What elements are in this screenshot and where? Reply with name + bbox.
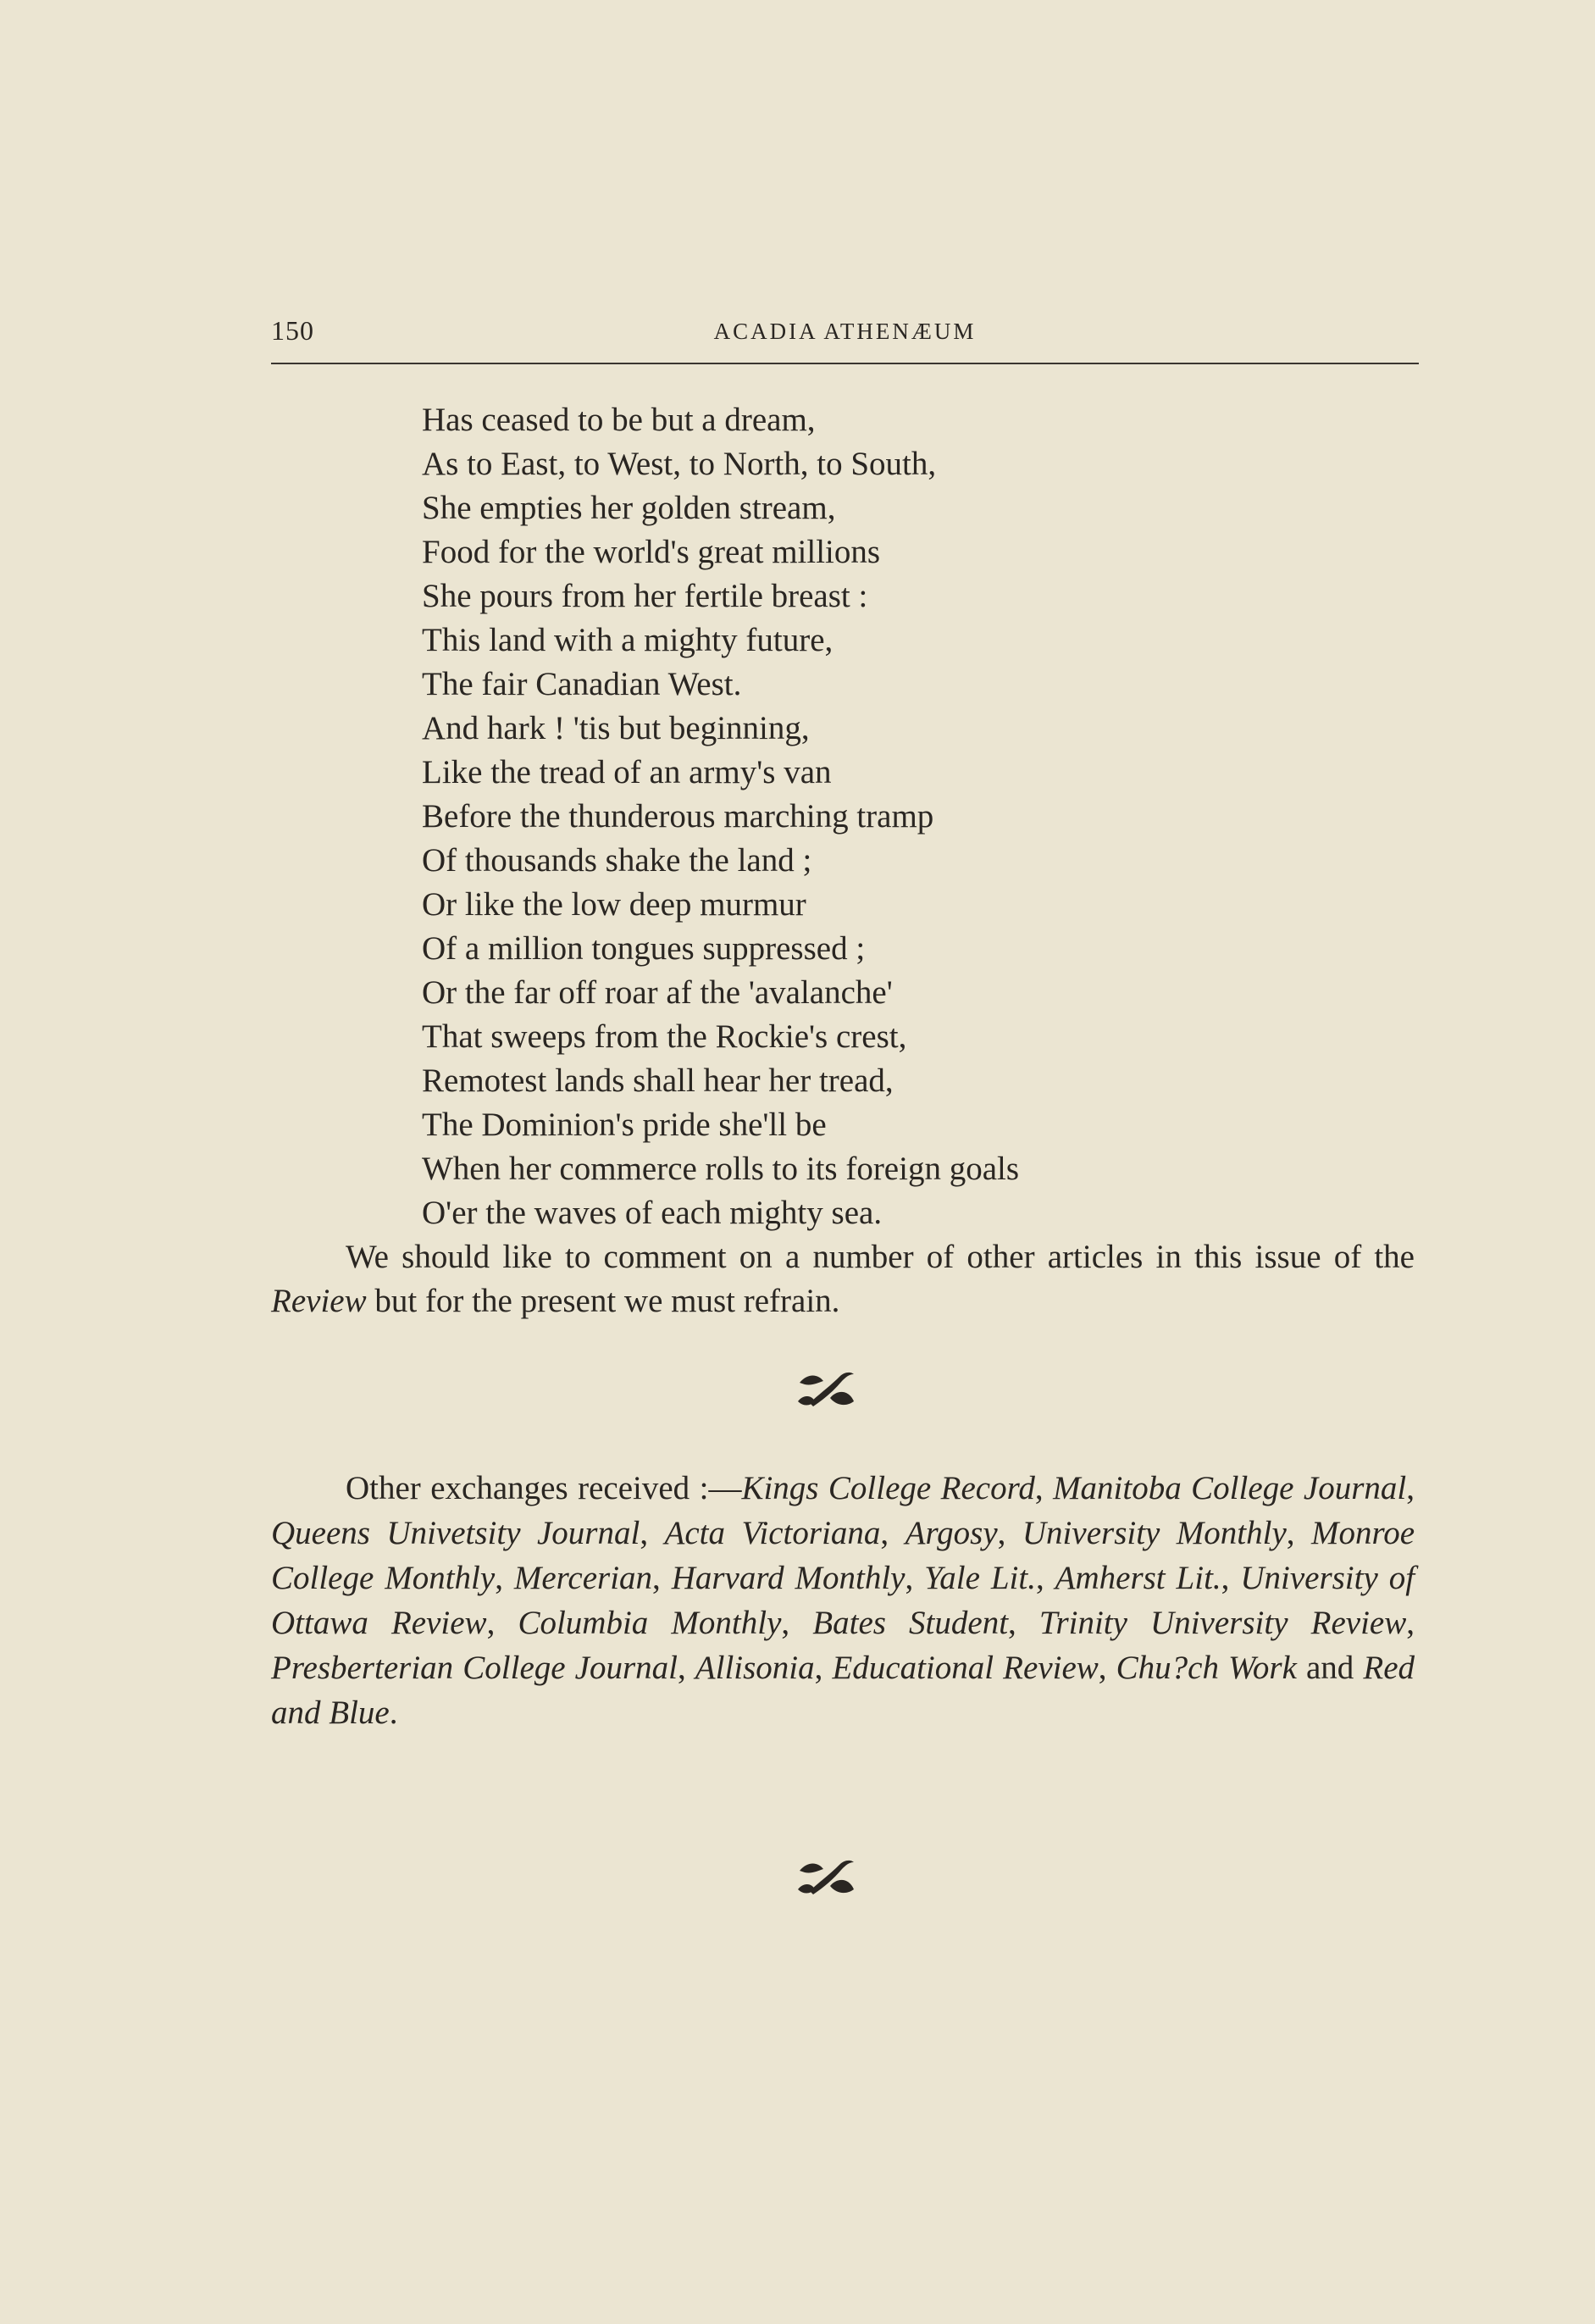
exchange-title: Bates Student [812, 1605, 1009, 1641]
separator: , [1406, 1605, 1415, 1641]
separator: , [1286, 1515, 1311, 1551]
poem-line: That sweeps from the Rockie's crest, [422, 1018, 907, 1055]
page-header [271, 312, 1419, 364]
poem-line: This land with a mighty future, [422, 622, 833, 658]
poem-line: Food for the world's great millions [422, 534, 881, 570]
comment-text-start: We should like to comment on a number of other articles in this issue of the [346, 1239, 1415, 1275]
separator: , [652, 1560, 672, 1596]
separator: , [486, 1605, 518, 1641]
poem-line: She pours from her fertile breast : [422, 578, 868, 614]
fleuron-ornament-icon [793, 1364, 861, 1415]
exchange-title: Argosy [905, 1515, 998, 1551]
poem-line: And hark ! 'tis but beginning, [422, 710, 810, 746]
separator: , [1008, 1605, 1039, 1641]
fleuron-ornament-icon [793, 1852, 861, 1903]
separator: , [677, 1650, 695, 1686]
exchanges-paragraph [271, 1466, 1415, 1735]
conjunction: and [1296, 1650, 1364, 1686]
exchange-title: Presberterian College Journal [271, 1650, 678, 1686]
exchange-title: Educational Review [832, 1650, 1099, 1686]
separator: , [814, 1650, 833, 1686]
exchange-title: Chu?ch Work [1116, 1650, 1297, 1686]
poem-line: As to East, to West, to North, to South, [422, 446, 937, 482]
poem-line: Of thousands shake the land ; [422, 842, 812, 879]
poem-line: Like the tread of an army's van [422, 754, 832, 790]
exchange-title: Kings College Record [741, 1470, 1035, 1506]
separator: , [1406, 1470, 1415, 1506]
poem-line: O'er the waves of each mighty sea. [422, 1195, 883, 1231]
exchange-title: Columbia Monthly [518, 1605, 782, 1641]
exchange-title: Mercerian [513, 1560, 653, 1596]
poem-line: The Dominion's pride she'll be [422, 1107, 827, 1143]
separator: , [495, 1560, 514, 1596]
exchange-title: University Monthly [1022, 1515, 1287, 1551]
poem-line: Or like the low deep murmur [422, 886, 806, 923]
exchange-title: Allisonia [695, 1650, 815, 1686]
exchanges-intro: Other exchanges received :— [346, 1470, 742, 1506]
separator: , [1098, 1650, 1116, 1686]
final-period: . [389, 1694, 398, 1731]
exchange-title: Red and Blue [271, 1650, 1415, 1731]
poem-line: Remotest lands shall hear her tread, [422, 1062, 894, 1099]
running-title: ACADIA ATHENÆUM [713, 319, 977, 344]
separator: , [1034, 1470, 1054, 1506]
poem-line: Before the thunderous marching tramp [422, 798, 934, 835]
poem-line: When her commerce rolls to its foreign goals [422, 1151, 1020, 1187]
exchange-title: Acta Victoriana [664, 1515, 881, 1551]
page-number: 150 [271, 315, 314, 346]
poem-block [422, 398, 1396, 1235]
comment-paragraph [271, 1235, 1415, 1323]
comment-text-end: but for the present we must refrain. [366, 1283, 840, 1319]
poem-line: The fair Canadian West. [422, 666, 742, 702]
exchange-title: Trinity University Review [1038, 1605, 1407, 1641]
poem-line: She empties her golden stream, [422, 490, 836, 526]
exchange-title: Monroe College Monthly [271, 1515, 1415, 1596]
separator: , [880, 1515, 905, 1551]
poem-line: Of a million tongues suppressed ; [422, 930, 866, 967]
exchange-title: University of Ottawa Review [271, 1560, 1415, 1641]
exchange-title: Manitoba College Journal [1053, 1470, 1407, 1506]
separator: , [905, 1560, 925, 1596]
separator: , [997, 1515, 1022, 1551]
exchange-title: Queens Univetsity Journal [271, 1515, 640, 1551]
exchange-title: Yale Lit. [924, 1560, 1036, 1596]
poem-line: Has ceased to be but a dream, [422, 402, 816, 438]
exchange-title: Amherst Lit. [1055, 1560, 1221, 1596]
separator: , [640, 1515, 665, 1551]
separator: , [1221, 1560, 1241, 1596]
poem-line: Or the far off roar af the 'avalanche' [422, 974, 893, 1011]
review-title: Review [271, 1283, 367, 1319]
separator: , [1035, 1560, 1055, 1596]
exchange-title: Harvard Monthly [671, 1560, 905, 1596]
separator: , [781, 1605, 813, 1641]
